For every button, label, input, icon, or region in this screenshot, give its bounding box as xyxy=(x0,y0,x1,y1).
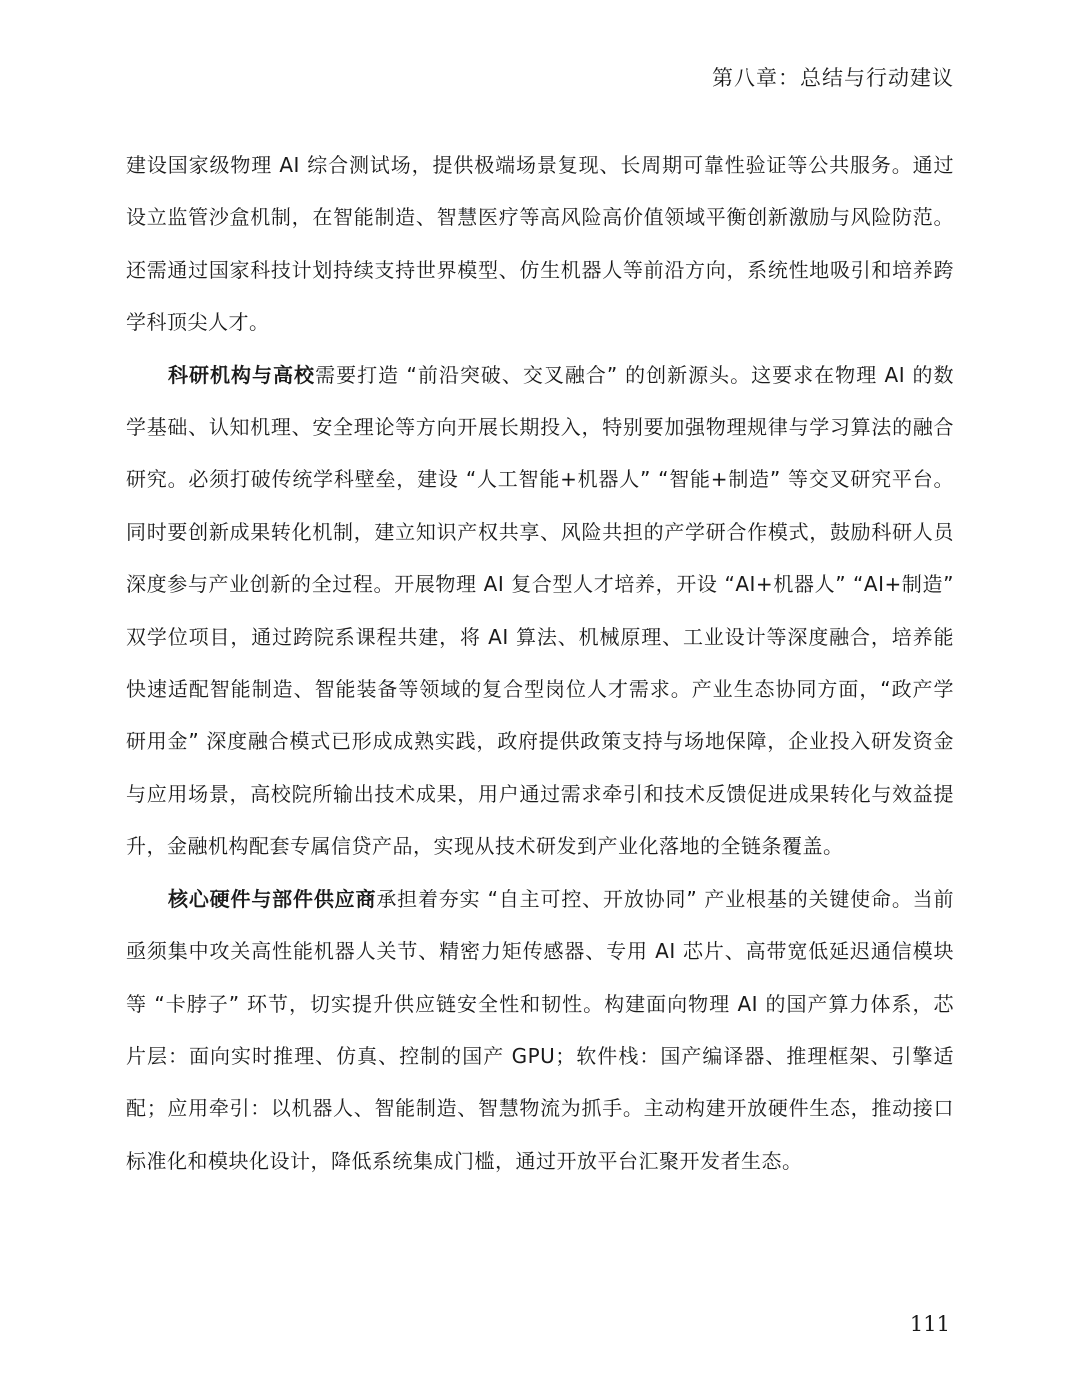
paragraph-text: 建设国家级物理 AI 综合测试场，提供极端场景复现、长周期可靠性验证等公共服务。通过设立监管沙盒机制，在智能制造、智慧医疗等高风险高价值领域平衡创新激励与风险防范。还需通过国家科技计划持续支持世界模型、仿生机器人等前沿方向，系统性地吸引和培养跨学科顶尖人才。 xyxy=(126,153,954,335)
page-number: 111 xyxy=(909,1312,950,1336)
paragraph-lead: 科研机构与高校 xyxy=(168,362,316,387)
paragraph-lead: 核心硬件与部件供应商 xyxy=(168,886,377,911)
chapter-header: 第八章：总结与行动建议 xyxy=(712,66,954,90)
paragraph-testing-field xyxy=(126,139,954,349)
paragraph-hardware-suppliers xyxy=(126,873,954,1187)
paragraph-text: 承担着夯实 “自主可控、开放协同” 产业根基的关键使命。当前亟须集中攻关高性能机器人关节、精密力矩传感器、专用 AI 芯片、高带宽低延迟通信模块等 “卡脖子” 环节，切实提升供应链安全性和韧性。构建面向物理 AI 的国产算力体系，芯片层：面向实时推理、仿真、控制的国产 GPU；软件栈：国产编译器、推理框架、引擎适配；应用牵引：以机器人、智能制造、智慧物流为抓手。主动构建开放硬件生态，推动接口标准化和模块化设计，降低系统集成门槛，通过开放平台汇聚开发者生态。 xyxy=(126,886,955,1173)
paragraph-research-institutions xyxy=(126,349,954,873)
body-text xyxy=(126,139,954,1187)
paragraph-text: 需要打造 “前沿突破、交叉融合” 的创新源头。这要求在物理 AI 的数学基础、认知机理、安全理论等方向开展长期投入，特别要加强物理规律与学习算法的融合研究。必须打破传统学科壁垒，建设 “人工智能+机器人” “智能+制造” 等交叉研究平台。同时要创新成果转化机制，建立知识产权共享、风险共担的产学研合作模式，鼓励科研人员深度参与产业创新的全过程。开展物理 AI 复合型人才培养，开设 “AI+机器人” “AI+制造” 双学位项目，通过跨院系课程共建，将 AI 算法、机械原理、工业设计等深度融合，培养能快速适配智能制造、智能装备等领域的复合型岗位人才需求。产业生态协同方面，“政产学研用金” 深度融合模式已形成成熟实践，政府提供政策支持与场地保障，企业投入研发资金与应用场景，高校院所输出技术成果，用户通过需求牵引和技术反馈促进成果转化与效益提升，金融机构配套专属信贷产品，实现从技术研发到产业化落地的全链条覆盖。 xyxy=(126,362,955,859)
